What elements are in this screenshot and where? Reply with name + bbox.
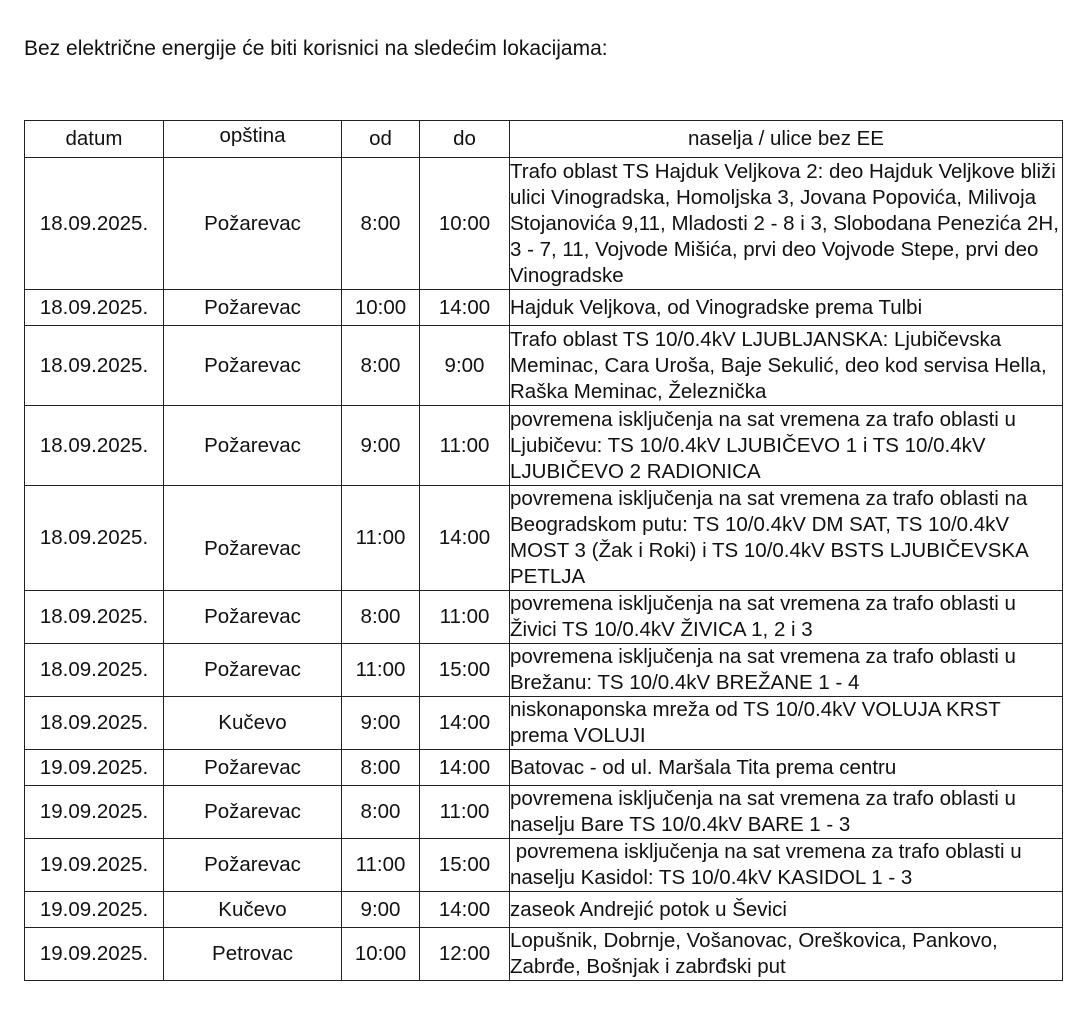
table-header-row (25, 121, 1063, 158)
table-row (25, 892, 1063, 928)
cell-municipality: Kučevo (164, 697, 342, 750)
cell-areas: povremena isključenja na sat vremena za trafo oblasti u Živici TS 10/0.4kV ŽIVICA 1, 2 i 3 (510, 591, 1063, 644)
cell-date: 18.09.2025. (25, 326, 164, 406)
cell-to: 9:00 (420, 326, 510, 406)
cell-to: 11:00 (420, 406, 510, 486)
cell-municipality: Kučevo (164, 892, 342, 928)
cell-municipality: Požarevac (164, 158, 342, 290)
table-row (25, 326, 1063, 406)
cell-to: 14:00 (420, 750, 510, 786)
cell-from: 10:00 (342, 290, 420, 326)
cell-date: 18.09.2025. (25, 290, 164, 326)
table-row (25, 290, 1063, 326)
cell-to: 12:00 (420, 928, 510, 981)
cell-areas: povremena isključenja na sat vremena za trafo oblasti u Brežanu: TS 10/0.4kV BREŽANE 1 - 4 (510, 644, 1063, 697)
table-row (25, 486, 1063, 591)
table-row (25, 697, 1063, 750)
cell-areas: Trafo oblast TS Hajduk Veljkova 2: deo Hajduk Veljkove bliži ulici Vinogradska, Homoljska 3, Jovana Popovića, Milivoja Stojanovića 9,11, Mladosti 2 - 8 i 3, Slobodana Penezića 2H, 3 - 7, 11, Vojvode Mišića, prvi deo Vojvode Stepe, prvi deo Vinogradske (510, 158, 1063, 290)
cell-areas: povremena isključenja na sat vremena za trafo oblasti u Ljubičevu: TS 10/0.4kV LJUBIČEVO 1 i TS 10/0.4kV LJUBIČEVO 2 RADIONICA (510, 406, 1063, 486)
cell-from: 8:00 (342, 326, 420, 406)
cell-municipality: Petrovac (164, 928, 342, 981)
cell-to: 15:00 (420, 839, 510, 892)
cell-to: 14:00 (420, 290, 510, 326)
cell-municipality: Požarevac (164, 786, 342, 839)
cell-date: 19.09.2025. (25, 750, 164, 786)
cell-areas: povremena isključenja na sat vremena za trafo oblasti na Beogradskom putu: TS 10/0.4kV DM SAT, TS 10/0.4kV MOST 3 (Žak i Roki) i TS 10/0.4kV BSTS LJUBIČEVSKA PETLJA (510, 486, 1063, 591)
cell-to: 10:00 (420, 158, 510, 290)
cell-municipality: Požarevac (164, 750, 342, 786)
cell-areas: Hajduk Veljkova, od Vinogradske prema Tulbi (510, 290, 1063, 326)
cell-from: 11:00 (342, 486, 420, 591)
header-areas: naselja / ulice bez EE (510, 121, 1063, 158)
cell-from: 11:00 (342, 839, 420, 892)
cell-municipality: Požarevac (164, 486, 342, 591)
cell-from: 9:00 (342, 406, 420, 486)
table-row (25, 591, 1063, 644)
table-row (25, 786, 1063, 839)
cell-from: 8:00 (342, 750, 420, 786)
cell-from: 9:00 (342, 697, 420, 750)
cell-to: 14:00 (420, 486, 510, 591)
header-date: datum (25, 121, 164, 158)
cell-areas: Lopušnik, Dobrnje, Vošanovac, Oreškovica, Pankovo, Zabrđe, Bošnjak i zabrđski put (510, 928, 1063, 981)
cell-from: 8:00 (342, 786, 420, 839)
cell-municipality: Požarevac (164, 326, 342, 406)
cell-areas: Trafo oblast TS 10/0.4kV LJUBLJANSKA: Ljubičevska Meminac, Cara Uroša, Baje Sekulić, deo kod servisa Hella, Raška Meminac, Železnička (510, 326, 1063, 406)
cell-to: 11:00 (420, 786, 510, 839)
table-row (25, 839, 1063, 892)
cell-municipality: Požarevac (164, 839, 342, 892)
cell-areas: povremena isključenja na sat vremena za trafo oblasti u naselju Bare TS 10/0.4kV BARE 1 - 3 (510, 786, 1063, 839)
cell-date: 19.09.2025. (25, 928, 164, 981)
cell-date: 18.09.2025. (25, 644, 164, 697)
cell-areas: niskonaponska mreža od TS 10/0.4kV VOLUJA KRST prema VOLUJI (510, 697, 1063, 750)
cell-to: 11:00 (420, 591, 510, 644)
cell-date: 18.09.2025. (25, 158, 164, 290)
cell-date: 19.09.2025. (25, 892, 164, 928)
cell-from: 8:00 (342, 591, 420, 644)
cell-municipality: Požarevac (164, 290, 342, 326)
outage-table (24, 120, 1063, 981)
cell-from: 10:00 (342, 928, 420, 981)
cell-date: 18.09.2025. (25, 697, 164, 750)
table-row (25, 406, 1063, 486)
cell-date: 19.09.2025. (25, 786, 164, 839)
cell-date: 18.09.2025. (25, 406, 164, 486)
header-municipality: opština (164, 121, 342, 158)
cell-from: 9:00 (342, 892, 420, 928)
header-from: od (342, 121, 420, 158)
cell-to: 14:00 (420, 697, 510, 750)
cell-to: 15:00 (420, 644, 510, 697)
table-row (25, 750, 1063, 786)
cell-from: 8:00 (342, 158, 420, 290)
cell-municipality: Požarevac (164, 644, 342, 697)
table-row (25, 928, 1063, 981)
cell-date: 19.09.2025. (25, 839, 164, 892)
header-to: do (420, 121, 510, 158)
cell-to: 14:00 (420, 892, 510, 928)
cell-date: 18.09.2025. (25, 486, 164, 591)
cell-from: 11:00 (342, 644, 420, 697)
cell-municipality: Požarevac (164, 591, 342, 644)
cell-date: 18.09.2025. (25, 591, 164, 644)
page-heading: Bez električne energije će biti korisnici na sledećim lokacijama: (24, 37, 608, 60)
cell-municipality: Požarevac (164, 406, 342, 486)
cell-areas: Batovac - od ul. Maršala Tita prema centru (510, 750, 1063, 786)
cell-areas: zaseok Andrejić potok u Ševici (510, 892, 1063, 928)
cell-areas: povremena isključenja na sat vremena za trafo oblasti u naselju Kasidol: TS 10/0.4kV KASIDOL 1 - 3 (510, 839, 1063, 892)
table-row (25, 644, 1063, 697)
table-row (25, 158, 1063, 290)
